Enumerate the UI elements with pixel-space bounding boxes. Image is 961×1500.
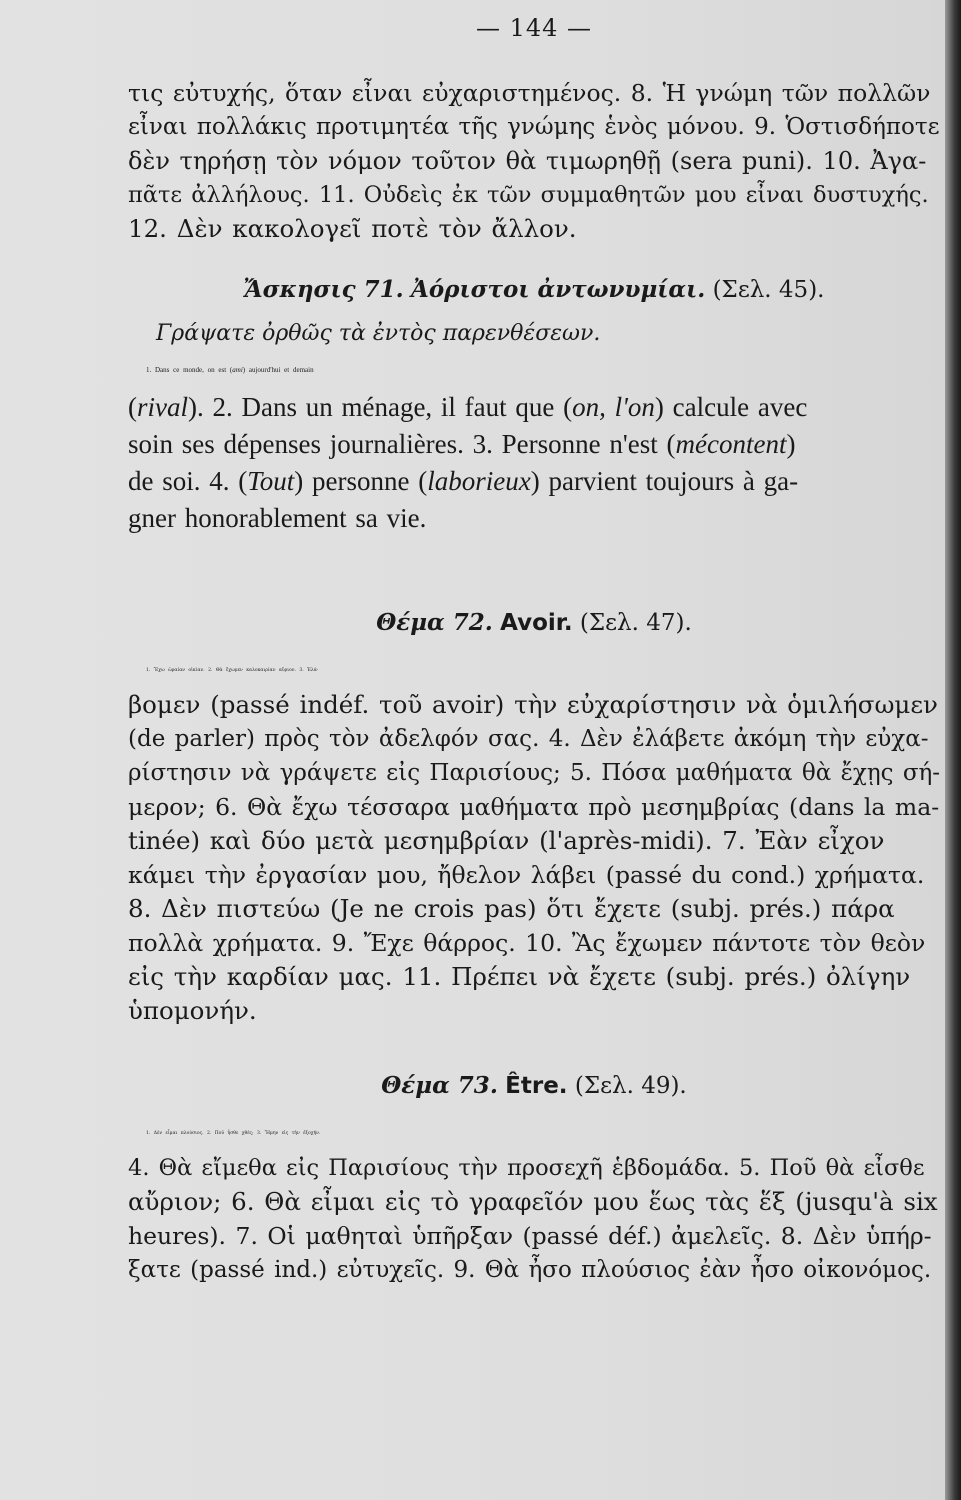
exercise-71-number: Ἄσκησις 71. bbox=[243, 276, 404, 303]
text-line: heures). 7. Οἱ μαθηταὶ ὑπῆρξαν (passé déf.) ἀμελεῖς. 8. Δὲν ὑπήρ- bbox=[128, 1222, 932, 1250]
text-line: (de parler) πρὸς τὸν ἀδελφόν σας. 4. Δὲν ἐλάβετε ἀκόμη τὴν εὐχα- bbox=[128, 726, 929, 752]
text-run: ) aujourd'hui et demain bbox=[242, 366, 314, 374]
text-line: ξατε (passé ind.) εὐτυχεῖς. 9. Θὰ ἦσο πλούσιος ἐὰν ἦσο οἰκονόμος. bbox=[128, 1257, 932, 1283]
text-line: μερον; 6. Θὰ ἔχω τέσσαρα μαθήματα πρὸ μεσημβρίας (dans la ma- bbox=[128, 793, 940, 821]
page-content bbox=[128, 14, 940, 1287]
exercise-71-ref: (Σελ. 45). bbox=[712, 277, 825, 303]
text-run: gner honorablement sa vie. bbox=[128, 503, 427, 533]
text-line: 4. Θὰ εἴμεθα εἰς Παρισίους τὴν προσεχῆ ἑβδομάδα. 5. Ποῦ θὰ εἶσθε bbox=[128, 1155, 925, 1181]
text-line: εἶναι πολλάκις προτιμητέα τῆς γνώμης ἑνὸς μόνου. 9. Ὁστισδήποτε bbox=[128, 114, 940, 140]
theme-72-number: Θέμα 72. bbox=[376, 609, 493, 636]
text-line: δὲν τηρήσῃ τὸν νόμον τοῦτον θὰ τιμωρηθῇ (sera puni). 10. Ἀγα- bbox=[128, 147, 927, 175]
italic-run: ami bbox=[232, 366, 243, 374]
theme-72-title: Avoir. bbox=[500, 610, 573, 636]
book-spine bbox=[945, 0, 961, 1500]
text-line: εἰς τὴν καρδίαν μας. 11. Πρέπει νὰ ἔχετε (subj. prés.) ὀλίγην bbox=[128, 962, 911, 991]
italic-run: rival bbox=[137, 392, 188, 422]
text-line: πᾶτε ἀλλήλους. 11. Οὐδεὶς ἐκ τῶν συμμαθητῶν μου εἶναι δυστυχής. bbox=[128, 182, 929, 208]
text-line: αὔριον; 6. Θὰ εἶμαι εἰς τὸ γραφεῖόν μου ἕως τὰς ἕξ (jusqu'à six bbox=[128, 1187, 938, 1216]
text-line: βομεν (passé indéf. τοῦ avoir) τὴν εὐχαρίστησιν νὰ ὁμιλήσωμεν bbox=[128, 690, 938, 719]
exercise-71-instruction: Γράψατε ὀρθῶς τὰ ἐντὸς παρενθέσεων. bbox=[156, 321, 601, 346]
text-line: tinée) καὶ δύο μετὰ μεσημβρίαν (l'après-midi). 7. Ἐὰν εἶχον bbox=[128, 826, 885, 855]
theme-73-heading bbox=[128, 1072, 940, 1099]
text-line: ὑπομονήν. bbox=[128, 996, 257, 1025]
text-run: 1. Dans ce monde, on est ( bbox=[146, 366, 233, 374]
text-run: de soi. 4. ( bbox=[128, 466, 248, 496]
text-line: τις εὐτυχής, ὅταν εἶναι εὐχαριστημένος. 8. Ἡ γνώμη τῶν πολλῶν bbox=[128, 79, 931, 107]
text-run: ) personne ( bbox=[294, 466, 428, 496]
text-line: πολλὰ χρήματα. 9. Ἔχε θάρρος. 10. Ἂς ἔχωμεν πάντοτε τὸν θεὸν bbox=[128, 929, 926, 957]
theme-73-number: Θέμα 73. bbox=[381, 1072, 498, 1099]
theme-72-heading bbox=[128, 609, 940, 636]
text-line: 1. Ἔχω ὡραίαν οἰκίαν. 2. Θὰ ἔχωμεν καλοκαιρίαν αὔριον. 3. Ἐλά- bbox=[146, 668, 319, 673]
italic-run: mécontent bbox=[675, 429, 787, 459]
text-run: soin ses dépenses journalières. 3. Personne n'est ( bbox=[128, 429, 676, 459]
theme-72-ref: (Σελ. 47). bbox=[579, 610, 692, 636]
text-run: ( bbox=[128, 392, 137, 422]
text-line bbox=[128, 389, 940, 426]
text-line: 12. Δὲν κακολογεῖ ποτὲ τὸν ἄλλον. bbox=[128, 214, 577, 243]
text-line bbox=[128, 352, 940, 389]
exercise-71-heading bbox=[128, 276, 940, 303]
exercise-71-body bbox=[128, 352, 940, 537]
text-line: ρίστησιν νὰ γράψετε εἰς Παρισίους; 5. Πόσα μαθήματα θὰ ἔχῃς σή- bbox=[128, 760, 941, 786]
text-line bbox=[128, 426, 940, 463]
theme-73-title: Être. bbox=[505, 1073, 568, 1099]
page-number: — 144 — bbox=[475, 14, 593, 42]
text-line bbox=[128, 500, 940, 537]
theme-72-body bbox=[128, 654, 940, 1028]
italic-run: Tout bbox=[247, 466, 295, 496]
text-run: ). 2. Dans un ménage, il faut que ( bbox=[188, 392, 573, 422]
italic-run: on, l'on bbox=[572, 392, 655, 422]
theme-73-ref: (Σελ. 49). bbox=[574, 1073, 687, 1099]
exercise-71-title: Ἀόριστοι ἀντωνυμίαι. bbox=[410, 276, 706, 303]
intro-paragraph bbox=[128, 76, 940, 246]
text-line: 1. Δὲν εἶμαι πλούσιος. 2. Ποῦ ἦσθε χθές; 3. Ἤμην εἰς τὴν ἐξοχήν. bbox=[146, 1131, 321, 1136]
text-run: ) bbox=[786, 429, 796, 459]
italic-run: laborieux bbox=[427, 466, 531, 496]
text-line: κάμει τὴν ἐργασίαν μου, ἤθελον λάβει (passé du cond.) χρήματα. bbox=[128, 861, 925, 889]
theme-73-body bbox=[128, 1117, 940, 1287]
text-run: ) calcule avec bbox=[654, 392, 808, 422]
text-run: ) parvient toujours à ga- bbox=[530, 466, 799, 496]
text-line: 8. Δὲν πιστεύω (Je ne crois pas) ὅτι ἔχετε (subj. prés.) πάρα bbox=[128, 894, 895, 923]
text-line bbox=[128, 463, 940, 500]
